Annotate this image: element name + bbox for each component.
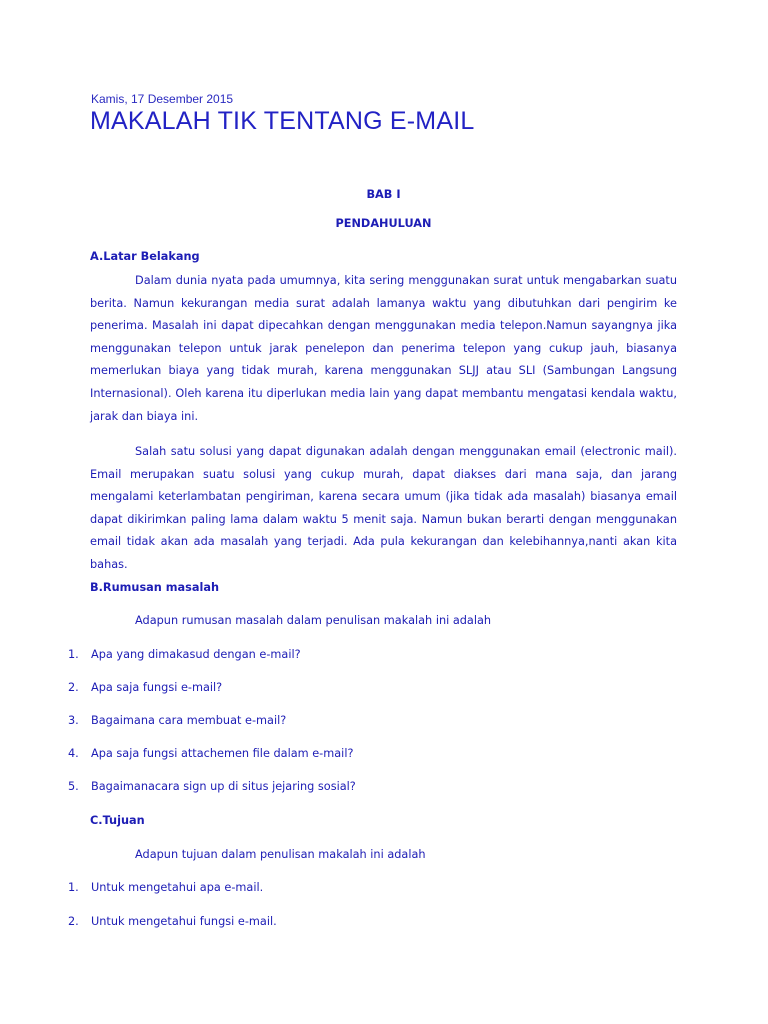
- section-b-intro: Adapun rumusan masalah dalam penulisan makalah ini adalah: [135, 614, 492, 627]
- list-item-number: 1.: [68, 648, 79, 661]
- list-item-number: 3.: [68, 714, 79, 727]
- list-item-number: 1.: [68, 881, 79, 894]
- chapter-title: PENDAHULUAN: [335, 217, 432, 230]
- section-a-heading: A.Latar Belakang: [90, 250, 200, 263]
- list-item-number: 5.: [68, 780, 79, 793]
- section-c-heading: C.Tujuan: [90, 814, 145, 827]
- list-item: Apa saja fungsi attachemen file dalam e-mail?: [91, 747, 354, 760]
- list-item: Bagaimanacara sign up di situs jejaring sosial?: [91, 780, 356, 793]
- list-item: Bagaimana cara membuat e-mail?: [91, 714, 287, 727]
- section-b-heading: B.Rumusan masalah: [90, 581, 220, 594]
- list-item: Untuk mengetahui apa e-mail.: [91, 881, 264, 894]
- list-item: Untuk mengetahui fungsi e-mail.: [91, 915, 277, 928]
- list-item: Apa saja fungsi e-mail?: [91, 681, 223, 694]
- list-item-number: 2.: [68, 915, 79, 928]
- list-item: Apa yang dimakasud dengan e-mail?: [91, 648, 301, 661]
- paragraph-2: Salah satu solusi yang dapat digunakan adalah dengan menggunakan email (electronic mail). Email merupakan suatu solusi yang cukup murah, dapat diakses dari mana saja, dan jarang mengalami keterlambatan pengiriman, karena secara umum (jika tidak ada masalah) biasanya email dapat dikirimkan paling lama dalam waktu 5 menit saja. Namun bukan berarti dengan menggunakan email tidak akan ada masalah yang terjadi. Ada pula kekurangan dan kelebihannya,nanti akan kita bahas.: [90, 445, 677, 571]
- post-date: Kamis, 17 Desember 2015: [91, 92, 234, 106]
- section-c-intro: Adapun tujuan dalam penulisan makalah ini adalah: [135, 848, 426, 861]
- list-item-number: 2.: [68, 681, 79, 694]
- paragraph-1: Dalam dunia nyata pada umumnya, kita sering menggunakan surat untuk mengabarkan suatu berita. Namun kekurangan media surat adalah lamanya waktu yang dibutuhkan dari pengirim ke penerima. Masalah ini dapat dipecahkan dengan menggunakan media telepon.Namun sayangnya jika menggunakan telepon untuk jarak penelepon dan penerima telepon yang cukup jauh, biasanya memerlukan biaya yang tidak murah, karena menggunakan SLJJ atau SLI (Sambungan Langsung Internasional). Oleh karena itu diperlukan media lain yang dapat membantu mengatasi kendala waktu, jarak dan biaya ini.: [90, 274, 677, 423]
- list-item-number: 4.: [68, 747, 79, 760]
- page-title: MAKALAH TIK TENTANG E-MAIL: [90, 107, 475, 135]
- chapter-label: BAB I: [366, 188, 401, 201]
